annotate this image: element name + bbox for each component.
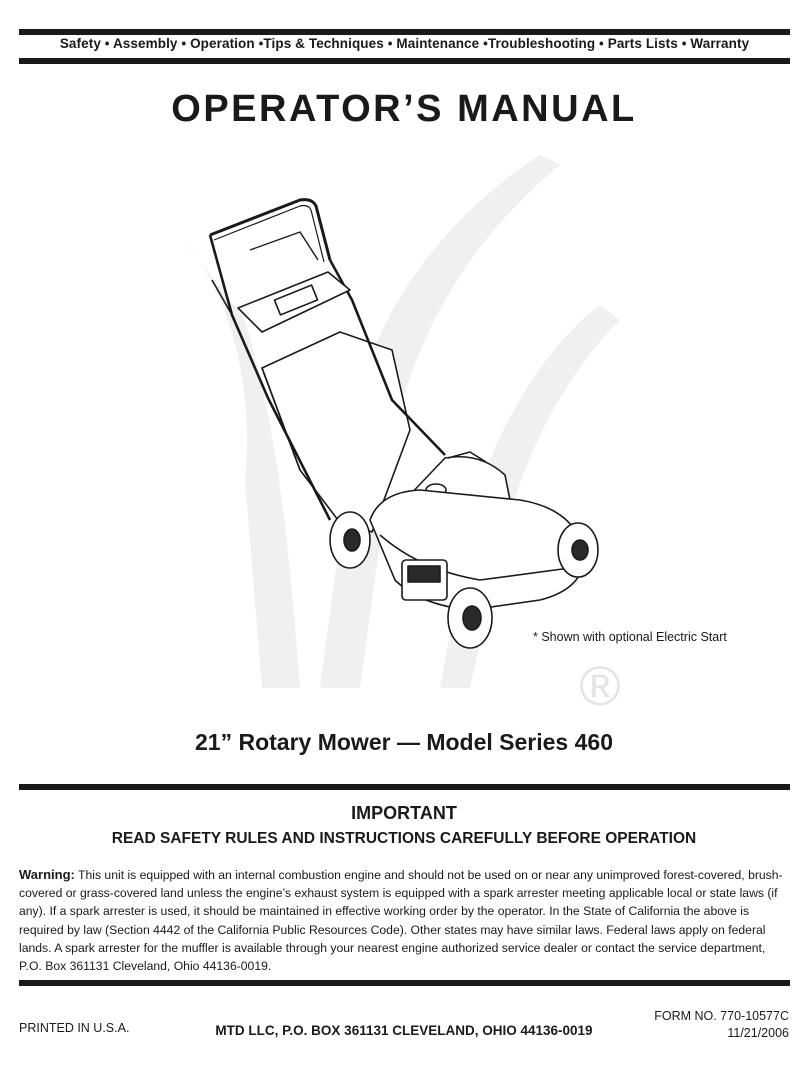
rear-wheel-left: [330, 512, 370, 568]
form-number-block: [654, 1008, 789, 1042]
form-date: 11/21/2006: [727, 1026, 789, 1040]
warning-text: This unit is equipped with an internal combustion engine and should not be used on or near any unimproved forest-covered, brush-covered or grass-covered land unless the engine’s exhaust system is equipped with a spark arrester meeting applicable local or state laws (if any). If a spark arrester is used, it should be maintained in effective working order by the operator. In the State of California the above is required by law (Section 4442 of the California Public Resources Code). Other states may have similar laws. Federal laws apply on federal lands. A spark arrester for the muffler is available through your nearest engine authorized service dealer or contact the service department, P.O. Box 361131 Cleveland, Ohio 44136-0019.: [19, 868, 783, 974]
page-title: OPERATOR’S MANUAL: [171, 88, 637, 130]
front-wheel-left: [448, 588, 492, 648]
illustration-note: * Shown with optional Electric Start: [533, 630, 727, 644]
warning-bottom-rule: [19, 980, 790, 986]
model-title: 21” Rotary Mower — Model Series 460: [195, 729, 613, 755]
nav-bottom-rule: [19, 58, 790, 64]
form-number: FORM NO. 770-10577C: [654, 1009, 789, 1023]
section-nav-line: Safety • Assembly • Operation •Tips & Techniques • Maintenance •Troubleshooting • Parts Lists • Warranty: [59, 36, 750, 51]
company-address: MTD LLC, P.O. BOX 361131 CLEVELAND, OHIO 44136-0019: [215, 1023, 593, 1038]
warning-label: Warning:: [19, 867, 75, 882]
printed-in: PRINTED IN U.S.A.: [19, 1021, 130, 1035]
important-top-rule: [19, 784, 790, 790]
registered-mark: ®: [579, 654, 621, 717]
warning-paragraph: [19, 866, 791, 975]
front-wheel-right: [558, 523, 598, 577]
safety-subheading: READ SAFETY RULES AND INSTRUCTIONS CAREFULLY BEFORE OPERATION: [111, 830, 697, 847]
bail-lever: [250, 232, 318, 260]
important-heading: IMPORTANT: [351, 803, 457, 823]
top-rule: [19, 29, 790, 35]
